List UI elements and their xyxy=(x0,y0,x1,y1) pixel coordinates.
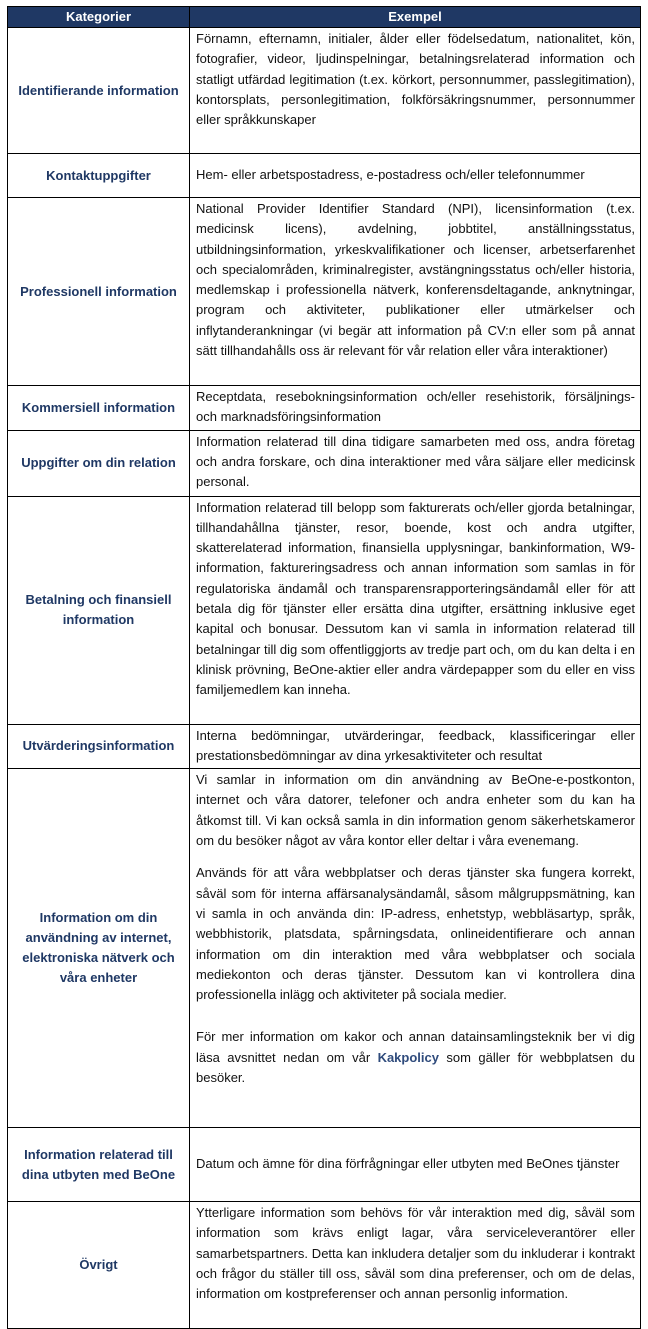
table-row xyxy=(8,724,641,769)
category-cell: Uppgifter om din relation xyxy=(8,430,190,496)
category-cell: Identifierande information xyxy=(8,28,190,154)
example-cell: Datum och ämne för dina förfrågningar eller utbyten med BeOnes tjänster xyxy=(190,1128,641,1202)
table-row xyxy=(8,386,641,431)
example-cell: National Provider Identifier Standard (NPI), licensinformation (t.ex. medicinsk licens), avdelning, jobbtitel, anställningsstatus, utbildningsinformation, yrkeskvalifikationer och licenser, arbetserfarenhet och specialområden, kriminalregister, avstängningsstatus och/eller historia, medlemskap i professionella nätverk, konferensdeltagande, anknytningar, program och aktiviteter, publikationer eller utmärkelser och inflytanderankningar (vi begär att information på CV:n eller som på annat sätt tillhandahålls oss är relevant för vår relation eller våra interaktioner) xyxy=(190,198,641,386)
category-cell: Övrigt xyxy=(8,1202,190,1329)
table-header-row xyxy=(8,7,641,28)
paragraph-text: För mer information om kakor och annan datainsamlingsteknik ber vi dig läsa avsnittet nedan om vår xyxy=(196,1029,635,1065)
category-cell: Betalning och finansiell information xyxy=(8,496,190,724)
paragraph-text: som gäller för webbplatsen du besöker. xyxy=(196,1049,635,1086)
table-row xyxy=(8,496,641,724)
example-cell: Förnamn, efternamn, initialer, ålder eller födelsedatum, nationalitet, kön, fotografier, videor, ljudinspelningar, betalningsrelaterad information och statligt utfärdad legitimation (t.ex. körkort, personnummer, passlegitimation), kontorsplats, personlegitimation, folkförsäkringsnummer, personnummer eller språkkunskaper xyxy=(190,28,641,154)
example-paragraph xyxy=(196,1027,635,1088)
category-cell: Utvärderingsinformation xyxy=(8,724,190,769)
example-cell: Information relaterad till dina tidigare samarbeten med oss, andra företag och andra forskare, och dina interaktioner med våra säljare eller medicinsk personal. xyxy=(190,430,641,496)
example-paragraph: Används för att våra webbplatser och deras tjänster ska fungera korrekt, såväl som för interna affärsanalysändamål, såsom målgruppsmätning, kan vi samla in och använda din: IP-adress, enhetstyp, webbläsartyp, språk, webbhistorik, platsdata, spårningsdata, onlineidentifierare och annan information om din interaktion med våra webbplatser och sociala mediekonton och deras tjänster. Dessutom kan vi kontrollera dina professionella inlägg och aktiviteter på sociala medier. xyxy=(196,865,635,1003)
example-cell: Ytterligare information som behövs för vår interaktion med dig, såväl som information som krävs enligt lagar, våra serviceleverantörer eller samarbetspartners. Detta kan inkludera detaljer som du inkluderar i kontrakt och frågor du ställer till oss, såväl som dina preferenser, och om de delas, information om kostpreferenser och annan personlig information. xyxy=(190,1202,641,1329)
category-cell: Professionell information xyxy=(8,198,190,386)
table-row xyxy=(8,154,641,198)
table-row xyxy=(8,1128,641,1202)
table-row xyxy=(8,430,641,496)
category-cell: Kommersiell information xyxy=(8,386,190,431)
example-cell: Information relaterad till belopp som fakturerats och/eller gjorda betalningar, tillhandahållna tjänster, resor, boende, kost och andra utgifter, skatterelaterad information, finansiella upplysningar, bankinformation, W9-information, faktureringsadress och annan information som samlas in för regulatoriska ändamål och transparensrapporteringsändamål eller för att betala dig för tjänster eller ersätta dina utgifter, ersättning inklusive eget kapital och bonusar. Dessutom kan vi samla in information relaterad till betalningar till dig som offentliggjorts av tredje part och, om du kan delta i en klinisk prövning, BeOne-aktier eller andra värdepapper som du eller en viss familjemedlem kan inneha. xyxy=(190,496,641,724)
header-examples: Exempel xyxy=(190,7,641,28)
example-cell: Interna bedömningar, utvärderingar, feedback, klassificeringar eller prestationsbedömningar av dina yrkesaktiviteter och resultat xyxy=(190,724,641,769)
example-cell: Receptdata, resebokningsinformation och/eller resehistorik, försäljnings- och marknadsföringsinformation xyxy=(190,386,641,431)
table-row xyxy=(8,28,641,154)
example-paragraph: Vi samlar in information om din användning av BeOne-e-postkonton, internet och våra datorer, telefoner och andra enheter som du kan ha åtkomst till. Vi kan också samla in din information genom säkerhetskameror om du besöker något av våra kontor eller deltar i våra evenemang. xyxy=(196,772,635,849)
table-row xyxy=(8,769,641,1128)
example-cell xyxy=(190,769,641,1128)
example-cell: Hem- eller arbetspostadress, e-postadress och/eller telefonnummer xyxy=(190,154,641,198)
category-cell: Kontaktuppgifter xyxy=(8,154,190,198)
header-categories: Kategorier xyxy=(8,7,190,28)
table-row xyxy=(8,198,641,386)
table-row xyxy=(8,1202,641,1329)
cookie-policy-link[interactable]: Kakpolicy xyxy=(377,1049,439,1065)
category-cell: Information om din användning av internet, elektroniska nätverk och våra enheter xyxy=(8,769,190,1128)
category-cell: Information relaterad till dina utbyten med BeOne xyxy=(8,1128,190,1202)
categories-table xyxy=(7,6,641,1329)
